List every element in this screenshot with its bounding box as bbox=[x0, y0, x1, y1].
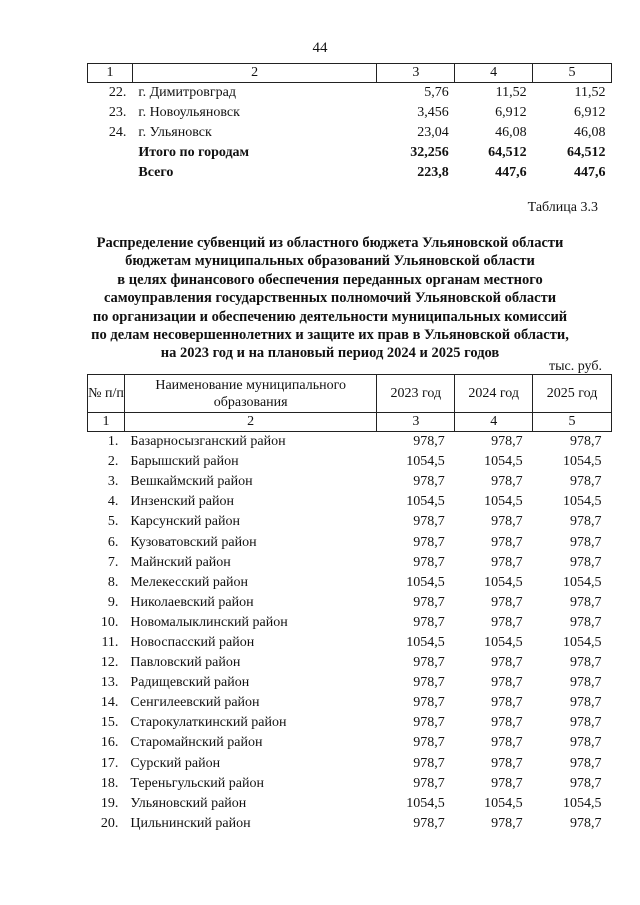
row-number: 11. bbox=[101, 634, 119, 650]
table-row bbox=[88, 633, 612, 653]
table-row bbox=[88, 532, 612, 552]
value-2025: 978,7 bbox=[570, 695, 602, 711]
row-name: Новоспасский район bbox=[130, 634, 255, 650]
value-2023: 1054,5 bbox=[406, 795, 445, 811]
value-2023: 978,7 bbox=[413, 594, 445, 610]
table-row bbox=[88, 553, 612, 573]
column-index-cell: 4 bbox=[455, 64, 533, 83]
value-2025: 978,7 bbox=[570, 474, 602, 490]
value-2024: 978,7 bbox=[491, 474, 523, 490]
value-2023: 978,7 bbox=[413, 755, 445, 771]
row-name: Кузоватовский район bbox=[130, 534, 257, 550]
table-header-row bbox=[88, 375, 612, 413]
table-row bbox=[88, 83, 612, 104]
row-number: 20. bbox=[100, 815, 119, 831]
value-2024: 1054,5 bbox=[484, 454, 523, 470]
value-2025: 11,52 bbox=[574, 85, 606, 100]
row-name: Старомайнский район bbox=[130, 735, 263, 751]
subtotal-2023: 32,256 bbox=[410, 145, 449, 160]
value-2024: 1054,5 bbox=[484, 795, 523, 811]
value-2025: 1054,5 bbox=[563, 494, 602, 510]
total-2023: 223,8 bbox=[417, 165, 449, 180]
value-2024: 46,08 bbox=[495, 125, 527, 140]
row-name: г. Новоульяновск bbox=[138, 105, 240, 120]
subtotal-label: Итого по городам bbox=[138, 145, 250, 160]
row-name: г. Ульяновск bbox=[138, 125, 212, 140]
table-row bbox=[88, 573, 612, 593]
value-2024: 978,7 bbox=[491, 735, 523, 751]
row-name: Тереньгульский район bbox=[130, 775, 264, 791]
row-name: г. Димитровград bbox=[138, 85, 236, 100]
row-name: Мелекесский район bbox=[130, 574, 249, 590]
value-2025: 978,7 bbox=[570, 715, 602, 731]
row-number: 4. bbox=[107, 494, 119, 510]
column-index-cell: 2 bbox=[124, 413, 377, 432]
table-row bbox=[88, 123, 612, 143]
title-line: на 2023 год и на плановый период 2024 и 2025 годов bbox=[160, 345, 500, 362]
value-2025: 978,7 bbox=[570, 735, 602, 751]
blank-cell bbox=[88, 163, 133, 183]
row-number: 10. bbox=[100, 614, 119, 630]
column-index-cell: 5 bbox=[533, 64, 612, 83]
blank-cell bbox=[88, 143, 133, 163]
continued-table bbox=[87, 63, 612, 183]
table-row bbox=[88, 432, 612, 453]
value-2024: 978,7 bbox=[491, 514, 523, 530]
row-name: Николаевский район bbox=[130, 594, 254, 610]
value-2024: 1054,5 bbox=[484, 574, 523, 590]
value-2023: 1054,5 bbox=[406, 454, 445, 470]
value-2025: 1054,5 bbox=[563, 634, 602, 650]
value-2024: 978,7 bbox=[491, 815, 523, 831]
row-number: 17. bbox=[100, 755, 119, 771]
value-2024: 978,7 bbox=[491, 675, 523, 691]
document-title bbox=[60, 234, 600, 363]
value-2023: 978,7 bbox=[413, 815, 445, 831]
row-name: Новомалыклинский район bbox=[130, 614, 288, 630]
value-2024: 1054,5 bbox=[484, 634, 523, 650]
value-2024: 978,7 bbox=[491, 755, 523, 771]
row-name: Базарносызганский район bbox=[130, 434, 286, 450]
value-2025: 978,7 bbox=[570, 815, 602, 831]
subvention-table bbox=[87, 374, 612, 834]
value-2025: 978,7 bbox=[570, 434, 602, 450]
table-row bbox=[88, 693, 612, 713]
column-index-cell: 1 bbox=[88, 413, 125, 432]
table-row bbox=[88, 512, 612, 532]
value-2023: 978,7 bbox=[413, 675, 445, 691]
row-number: 23. bbox=[108, 105, 127, 120]
value-2024: 978,7 bbox=[491, 655, 523, 671]
row-name: Вешкаймский район bbox=[130, 474, 253, 490]
column-index-row bbox=[88, 64, 612, 83]
value-2023: 978,7 bbox=[413, 715, 445, 731]
row-name: Цильнинский район bbox=[130, 815, 251, 831]
column-index-cell: 3 bbox=[377, 64, 455, 83]
table-row bbox=[88, 814, 612, 834]
value-2025: 6,912 bbox=[574, 105, 606, 120]
title-line: в целях финансового обеспечения переданных органам местного bbox=[117, 271, 543, 288]
value-2023: 23,04 bbox=[417, 125, 449, 140]
value-2024: 978,7 bbox=[491, 554, 523, 570]
value-2024: 978,7 bbox=[491, 695, 523, 711]
row-number: 5. bbox=[107, 514, 119, 530]
value-2023: 1054,5 bbox=[406, 634, 445, 650]
header-2024: 2024 год bbox=[455, 375, 533, 413]
row-name: Майнский район bbox=[130, 554, 231, 570]
total-2025: 447,6 bbox=[574, 165, 606, 180]
value-2025: 978,7 bbox=[570, 514, 602, 530]
table-row bbox=[88, 794, 612, 814]
row-number: 14. bbox=[100, 695, 119, 711]
title-line: самоуправления государственных полномочий Ульяновской области bbox=[103, 290, 557, 307]
table-label: Таблица 3.3 bbox=[527, 200, 598, 215]
value-2024: 11,52 bbox=[495, 85, 527, 100]
title-line: по организации и обеспечению деятельности муниципальных комиссий bbox=[92, 308, 568, 325]
row-name: Старокулаткинский район bbox=[130, 715, 287, 731]
value-2024: 978,7 bbox=[491, 775, 523, 791]
column-index-cell: 4 bbox=[455, 413, 533, 432]
table-row bbox=[88, 593, 612, 613]
value-2023: 978,7 bbox=[413, 474, 445, 490]
column-index-cell: 1 bbox=[88, 64, 133, 83]
value-2023: 978,7 bbox=[413, 534, 445, 550]
value-2025: 978,7 bbox=[570, 534, 602, 550]
value-2024: 6,912 bbox=[495, 105, 527, 120]
value-2023: 978,7 bbox=[413, 735, 445, 751]
row-name: Сурский район bbox=[130, 755, 221, 771]
row-number: 6. bbox=[107, 534, 119, 550]
row-number: 19. bbox=[100, 795, 119, 811]
column-index-row bbox=[88, 413, 612, 432]
units-label: тыс. руб. bbox=[549, 359, 602, 374]
subtotal-row bbox=[88, 143, 612, 163]
subtotal-2024: 64,512 bbox=[488, 145, 527, 160]
total-row bbox=[88, 163, 612, 183]
subtotal-2025: 64,512 bbox=[567, 145, 606, 160]
value-2023: 978,7 bbox=[413, 434, 445, 450]
table-row bbox=[88, 713, 612, 733]
total-label: Всего bbox=[138, 165, 174, 180]
title-line: Распределение субвенций из областного бюджета Ульяновской области bbox=[96, 235, 564, 251]
row-name: Карсунский район bbox=[130, 514, 241, 530]
table-row bbox=[88, 472, 612, 492]
row-number: 13. bbox=[100, 675, 119, 691]
value-2023: 1054,5 bbox=[406, 574, 445, 590]
header-name: Наименование муниципального образования bbox=[124, 375, 377, 413]
value-2024: 978,7 bbox=[491, 534, 523, 550]
column-index-cell: 3 bbox=[377, 413, 455, 432]
row-number: 7. bbox=[107, 554, 119, 570]
value-2025: 978,7 bbox=[570, 675, 602, 691]
row-number: 3. bbox=[107, 474, 119, 490]
row-number: 15. bbox=[100, 715, 119, 731]
value-2025: 978,7 bbox=[570, 775, 602, 791]
table-row bbox=[88, 754, 612, 774]
value-2025: 978,7 bbox=[570, 594, 602, 610]
table-row bbox=[88, 103, 612, 123]
table-row bbox=[88, 774, 612, 794]
row-name: Павловский район bbox=[130, 655, 241, 671]
value-2025: 978,7 bbox=[570, 554, 602, 570]
row-number: 12. bbox=[100, 655, 119, 671]
row-name: Барышский район bbox=[130, 454, 239, 470]
value-2023: 5,76 bbox=[424, 85, 449, 100]
header-2025: 2025 год bbox=[533, 375, 612, 413]
row-number: 16. bbox=[100, 735, 119, 751]
table-row bbox=[88, 452, 612, 472]
value-2025: 978,7 bbox=[570, 614, 602, 630]
header-2023: 2023 год bbox=[377, 375, 455, 413]
title-line: по делам несовершеннолетних и защите их прав в Ульяновской области, bbox=[91, 327, 569, 344]
value-2023: 1054,5 bbox=[406, 494, 445, 510]
row-number: 24. bbox=[108, 125, 127, 140]
value-2024: 1054,5 bbox=[484, 494, 523, 510]
value-2023: 978,7 bbox=[413, 695, 445, 711]
value-2025: 1054,5 bbox=[563, 454, 602, 470]
table-row bbox=[88, 673, 612, 693]
row-number: 1. bbox=[107, 434, 119, 450]
value-2025: 46,08 bbox=[574, 125, 606, 140]
row-name: Радищевский район bbox=[130, 675, 250, 691]
table-row bbox=[88, 653, 612, 673]
value-2025: 978,7 bbox=[570, 755, 602, 771]
value-2025: 1054,5 bbox=[563, 795, 602, 811]
row-name: Ульяновский район bbox=[130, 795, 247, 811]
value-2024: 978,7 bbox=[491, 594, 523, 610]
value-2023: 978,7 bbox=[413, 775, 445, 791]
total-2024: 447,6 bbox=[495, 165, 527, 180]
value-2023: 978,7 bbox=[413, 554, 445, 570]
row-number: 22. bbox=[108, 85, 127, 100]
row-number: 8. bbox=[107, 574, 119, 590]
title-line: бюджетам муниципальных образований Ульяновской области bbox=[125, 253, 535, 270]
header-num: № п/п bbox=[88, 375, 125, 413]
row-number: 18. bbox=[100, 775, 119, 791]
value-2025: 978,7 bbox=[570, 655, 602, 671]
value-2023: 978,7 bbox=[413, 514, 445, 530]
column-index-cell: 5 bbox=[533, 413, 612, 432]
value-2023: 978,7 bbox=[413, 655, 445, 671]
page-number: 44 bbox=[312, 40, 328, 56]
value-2024: 978,7 bbox=[491, 715, 523, 731]
value-2025: 1054,5 bbox=[563, 574, 602, 590]
row-name: Сенгилеевский район bbox=[130, 695, 260, 711]
row-number: 2. bbox=[107, 454, 119, 470]
row-number: 9. bbox=[107, 594, 119, 610]
value-2024: 978,7 bbox=[491, 434, 523, 450]
table-row bbox=[88, 613, 612, 633]
value-2023: 978,7 bbox=[413, 614, 445, 630]
column-index-cell: 2 bbox=[132, 64, 376, 83]
table-row bbox=[88, 492, 612, 512]
table-row bbox=[88, 733, 612, 753]
row-name: Инзенский район bbox=[130, 494, 234, 510]
value-2023: 3,456 bbox=[417, 105, 449, 120]
value-2024: 978,7 bbox=[491, 614, 523, 630]
